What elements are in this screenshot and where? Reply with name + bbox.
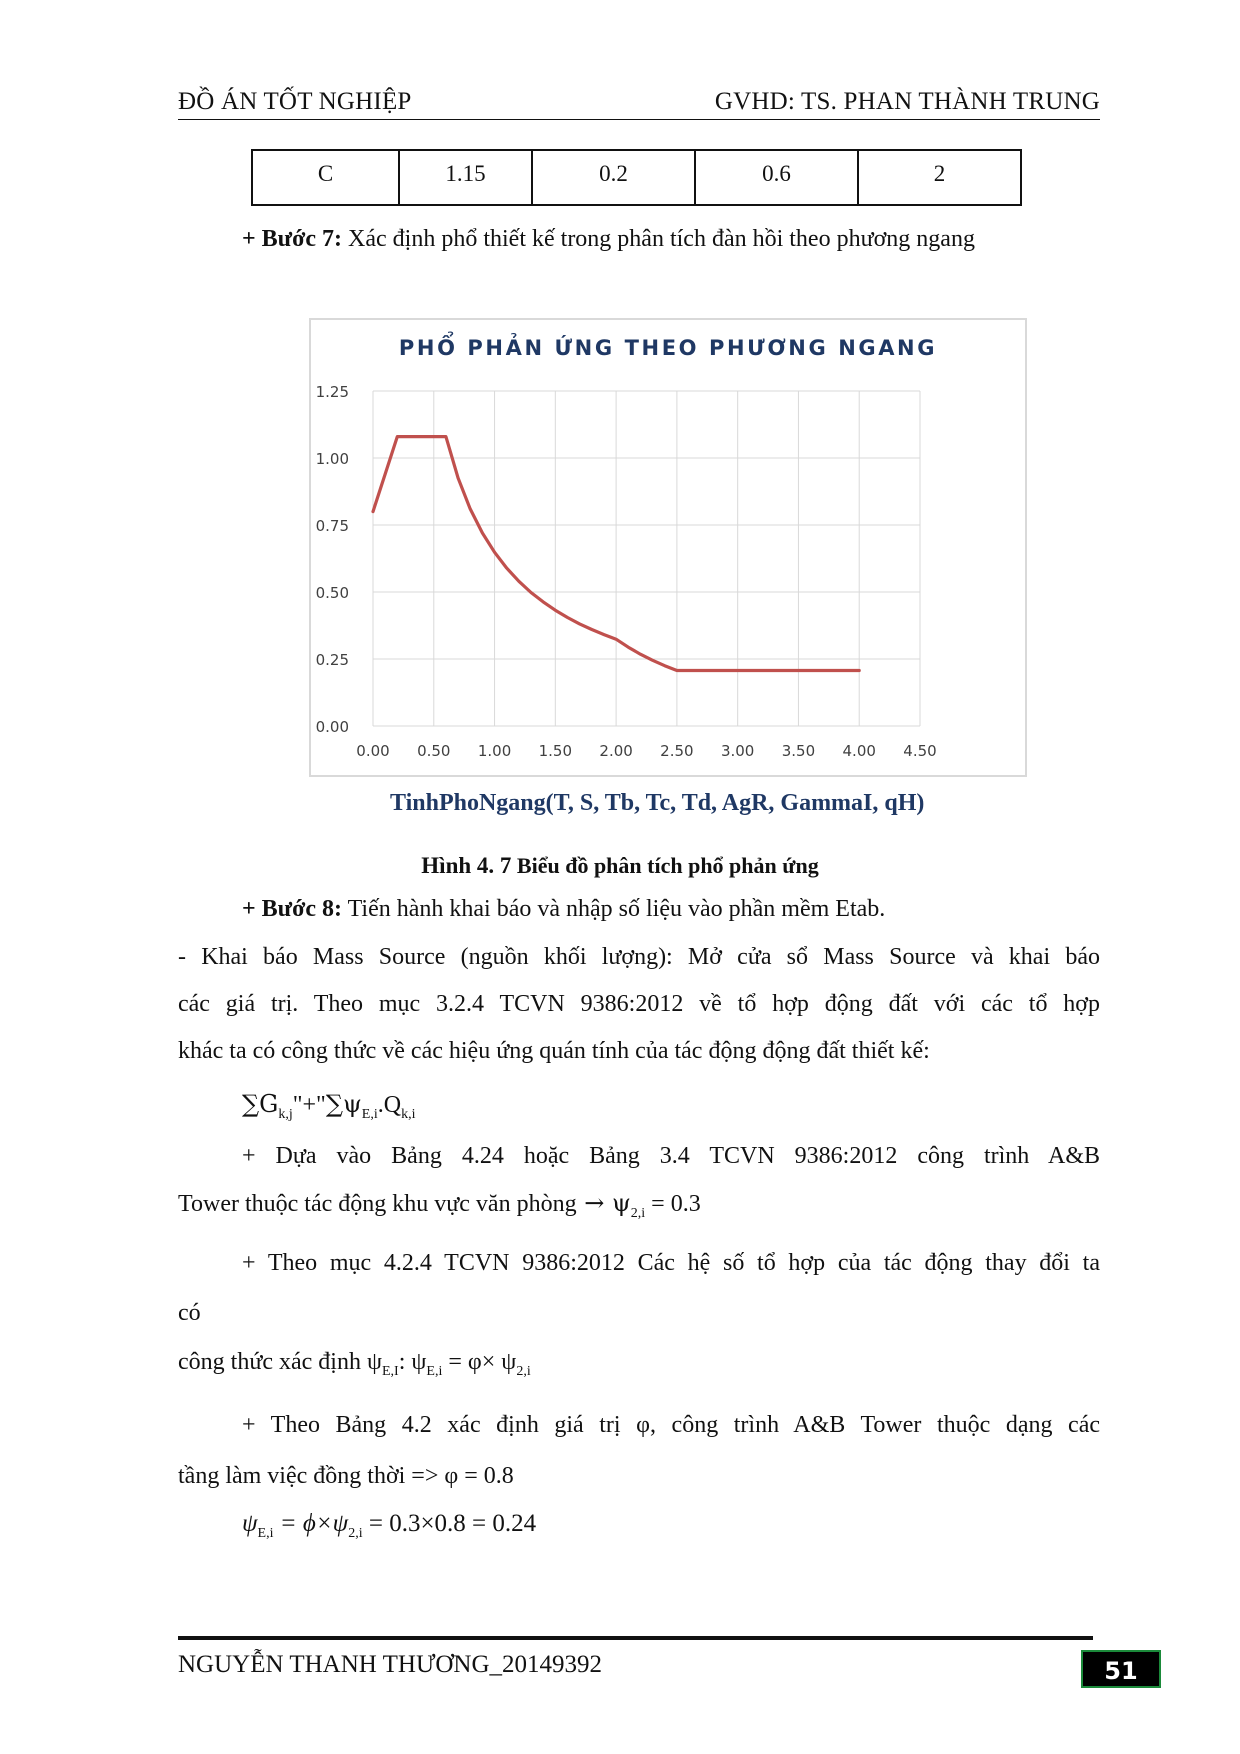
- formula2-psi: ψ: [242, 1510, 258, 1537]
- table-row: [252, 150, 1021, 205]
- y-tick-label: 1.00: [315, 450, 349, 468]
- caption-text: Biểu đồ phân tích phổ phản ứng: [511, 853, 819, 878]
- mass-source-line2: các giá trị. Theo mục 3.2.4 TCVN 9386:2012 về tổ hợp động đất với các tổ hợp: [178, 991, 1100, 1017]
- formula1-sum-g: ∑G: [242, 1090, 279, 1118]
- clause424-sub2: E,i: [426, 1363, 443, 1379]
- x-tick-label: 0.50: [417, 742, 451, 760]
- y-tick-label: 0.75: [315, 517, 349, 535]
- footer-rule: [178, 1636, 1093, 1640]
- clause424-line2: có: [178, 1300, 201, 1326]
- mass-combination-formula: [242, 1088, 415, 1131]
- chart-function-label: TinhPhoNgang(T, S, Tb, Tc, Td, AgR, GammaI, qH): [390, 790, 925, 816]
- formula1-plus: "+": [292, 1092, 326, 1118]
- x-tick-label: 1.50: [538, 742, 573, 760]
- formula2-mid: = ϕ×ψ: [273, 1510, 349, 1537]
- y-tick-label: 0.00: [315, 718, 349, 736]
- x-tick-label: 4.00: [842, 742, 876, 760]
- table424-line2: [178, 1187, 701, 1230]
- formula1-sub3: k,i: [401, 1106, 416, 1122]
- soil-parameter-table: [251, 149, 1022, 206]
- table424-value: = 0.3: [645, 1191, 701, 1217]
- x-tick-label: 2.00: [599, 742, 633, 760]
- x-tick-label: 1.00: [477, 742, 512, 760]
- table42-line1: + Theo Bảng 4.2 xác định giá trị φ, công trình A&B Tower thuộc dạng các: [242, 1412, 1100, 1438]
- formula2-sub2: 2,i: [348, 1526, 363, 1541]
- formula2-sub1: E,i: [257, 1526, 274, 1541]
- footer-author: NGUYỄN THANH THƯƠNG_20149392: [178, 1651, 603, 1678]
- clause424-line1: + Theo mục 4.2.4 TCVN 9386:2012 Các hệ số tổ hợp của tác động thay đổi ta: [242, 1250, 1100, 1276]
- table42-line2: tầng làm việc đồng thời => φ = 0.8: [178, 1463, 514, 1489]
- y-tick-label: 0.25: [315, 651, 349, 669]
- formula1-sub2: E,i: [361, 1106, 378, 1122]
- formula2-rest: = 0.3×0.8 = 0.24: [362, 1510, 537, 1537]
- clause424-sub: E,I: [381, 1363, 399, 1379]
- table424-line1: + Dựa vào Bảng 4.24 hoặc Bảng 3.4 TCVN 9386:2012 công trình A&B: [242, 1143, 1100, 1169]
- step7-paragraph: [242, 223, 975, 255]
- formula1-q: .Q: [377, 1092, 402, 1118]
- page-number: 51: [1081, 1650, 1161, 1688]
- table-cell: 0.6: [695, 150, 858, 205]
- header-right: GVHD: TS. PHAN THÀNH TRUNG: [714, 88, 1100, 115]
- chart-title: PHỔ PHẢN ỨNG THEO PHƯƠNG NGANG: [398, 336, 938, 360]
- x-tick-label: 2.50: [660, 742, 694, 760]
- caption-label: Hình 4. 7: [421, 853, 512, 878]
- table-cell: 2: [858, 150, 1021, 205]
- y-tick-label: 0.50: [315, 584, 349, 602]
- x-tick-label: 4.50: [903, 742, 937, 760]
- x-tick-label: 3.50: [781, 742, 816, 760]
- table424-text: Tower thuộc tác động khu vực văn phòng: [178, 1191, 577, 1217]
- response-spectrum-chart: [309, 318, 1027, 777]
- mass-source-line3: khác ta có công thức về các hiệu ứng quán tính của tác động động đất thiết kế:: [178, 1038, 930, 1064]
- step8-paragraph: [242, 893, 885, 925]
- clause424-sub3: 2,i: [516, 1363, 531, 1379]
- formula1-sum-psi: ∑ψ: [325, 1090, 362, 1118]
- header-rule: [178, 119, 1100, 120]
- step8-label: + Bước 8:: [242, 896, 343, 922]
- step8-text: Tiến hành khai báo và nhập số liệu vào phần mềm Etab.: [342, 896, 886, 922]
- mass-source-line1: - Khai báo Mass Source (nguồn khối lượng): Mở cửa sổ Mass Source và khai báo: [178, 944, 1100, 970]
- table424-sub: 2,i: [630, 1205, 646, 1221]
- y-tick-label: 1.25: [315, 383, 349, 401]
- clause424-text: công thức xác định ψ: [178, 1349, 382, 1375]
- formula1-sub1: k,j: [278, 1106, 293, 1122]
- table-cell: C: [252, 150, 399, 205]
- step7-label: + Bước 7:: [242, 226, 343, 252]
- x-tick-label: 3.00: [720, 742, 755, 760]
- clause424-mid: = φ× ψ: [442, 1349, 517, 1375]
- figure-caption: [0, 853, 1240, 879]
- table-cell: 1.15: [399, 150, 532, 205]
- header-left: ĐỒ ÁN TỐT NGHIỆP: [178, 88, 412, 115]
- step7-text: Xác định phổ thiết kế trong phân tích đàn hồi theo phương ngang: [342, 226, 975, 252]
- table424-arrow: → ψ: [576, 1189, 631, 1217]
- table-cell: 0.2: [532, 150, 695, 205]
- psi-result-formula: [242, 1508, 536, 1550]
- clause424-colon: : ψ: [398, 1349, 427, 1375]
- x-tick-label: 0.00: [356, 742, 390, 760]
- clause424-line3: [178, 1346, 531, 1388]
